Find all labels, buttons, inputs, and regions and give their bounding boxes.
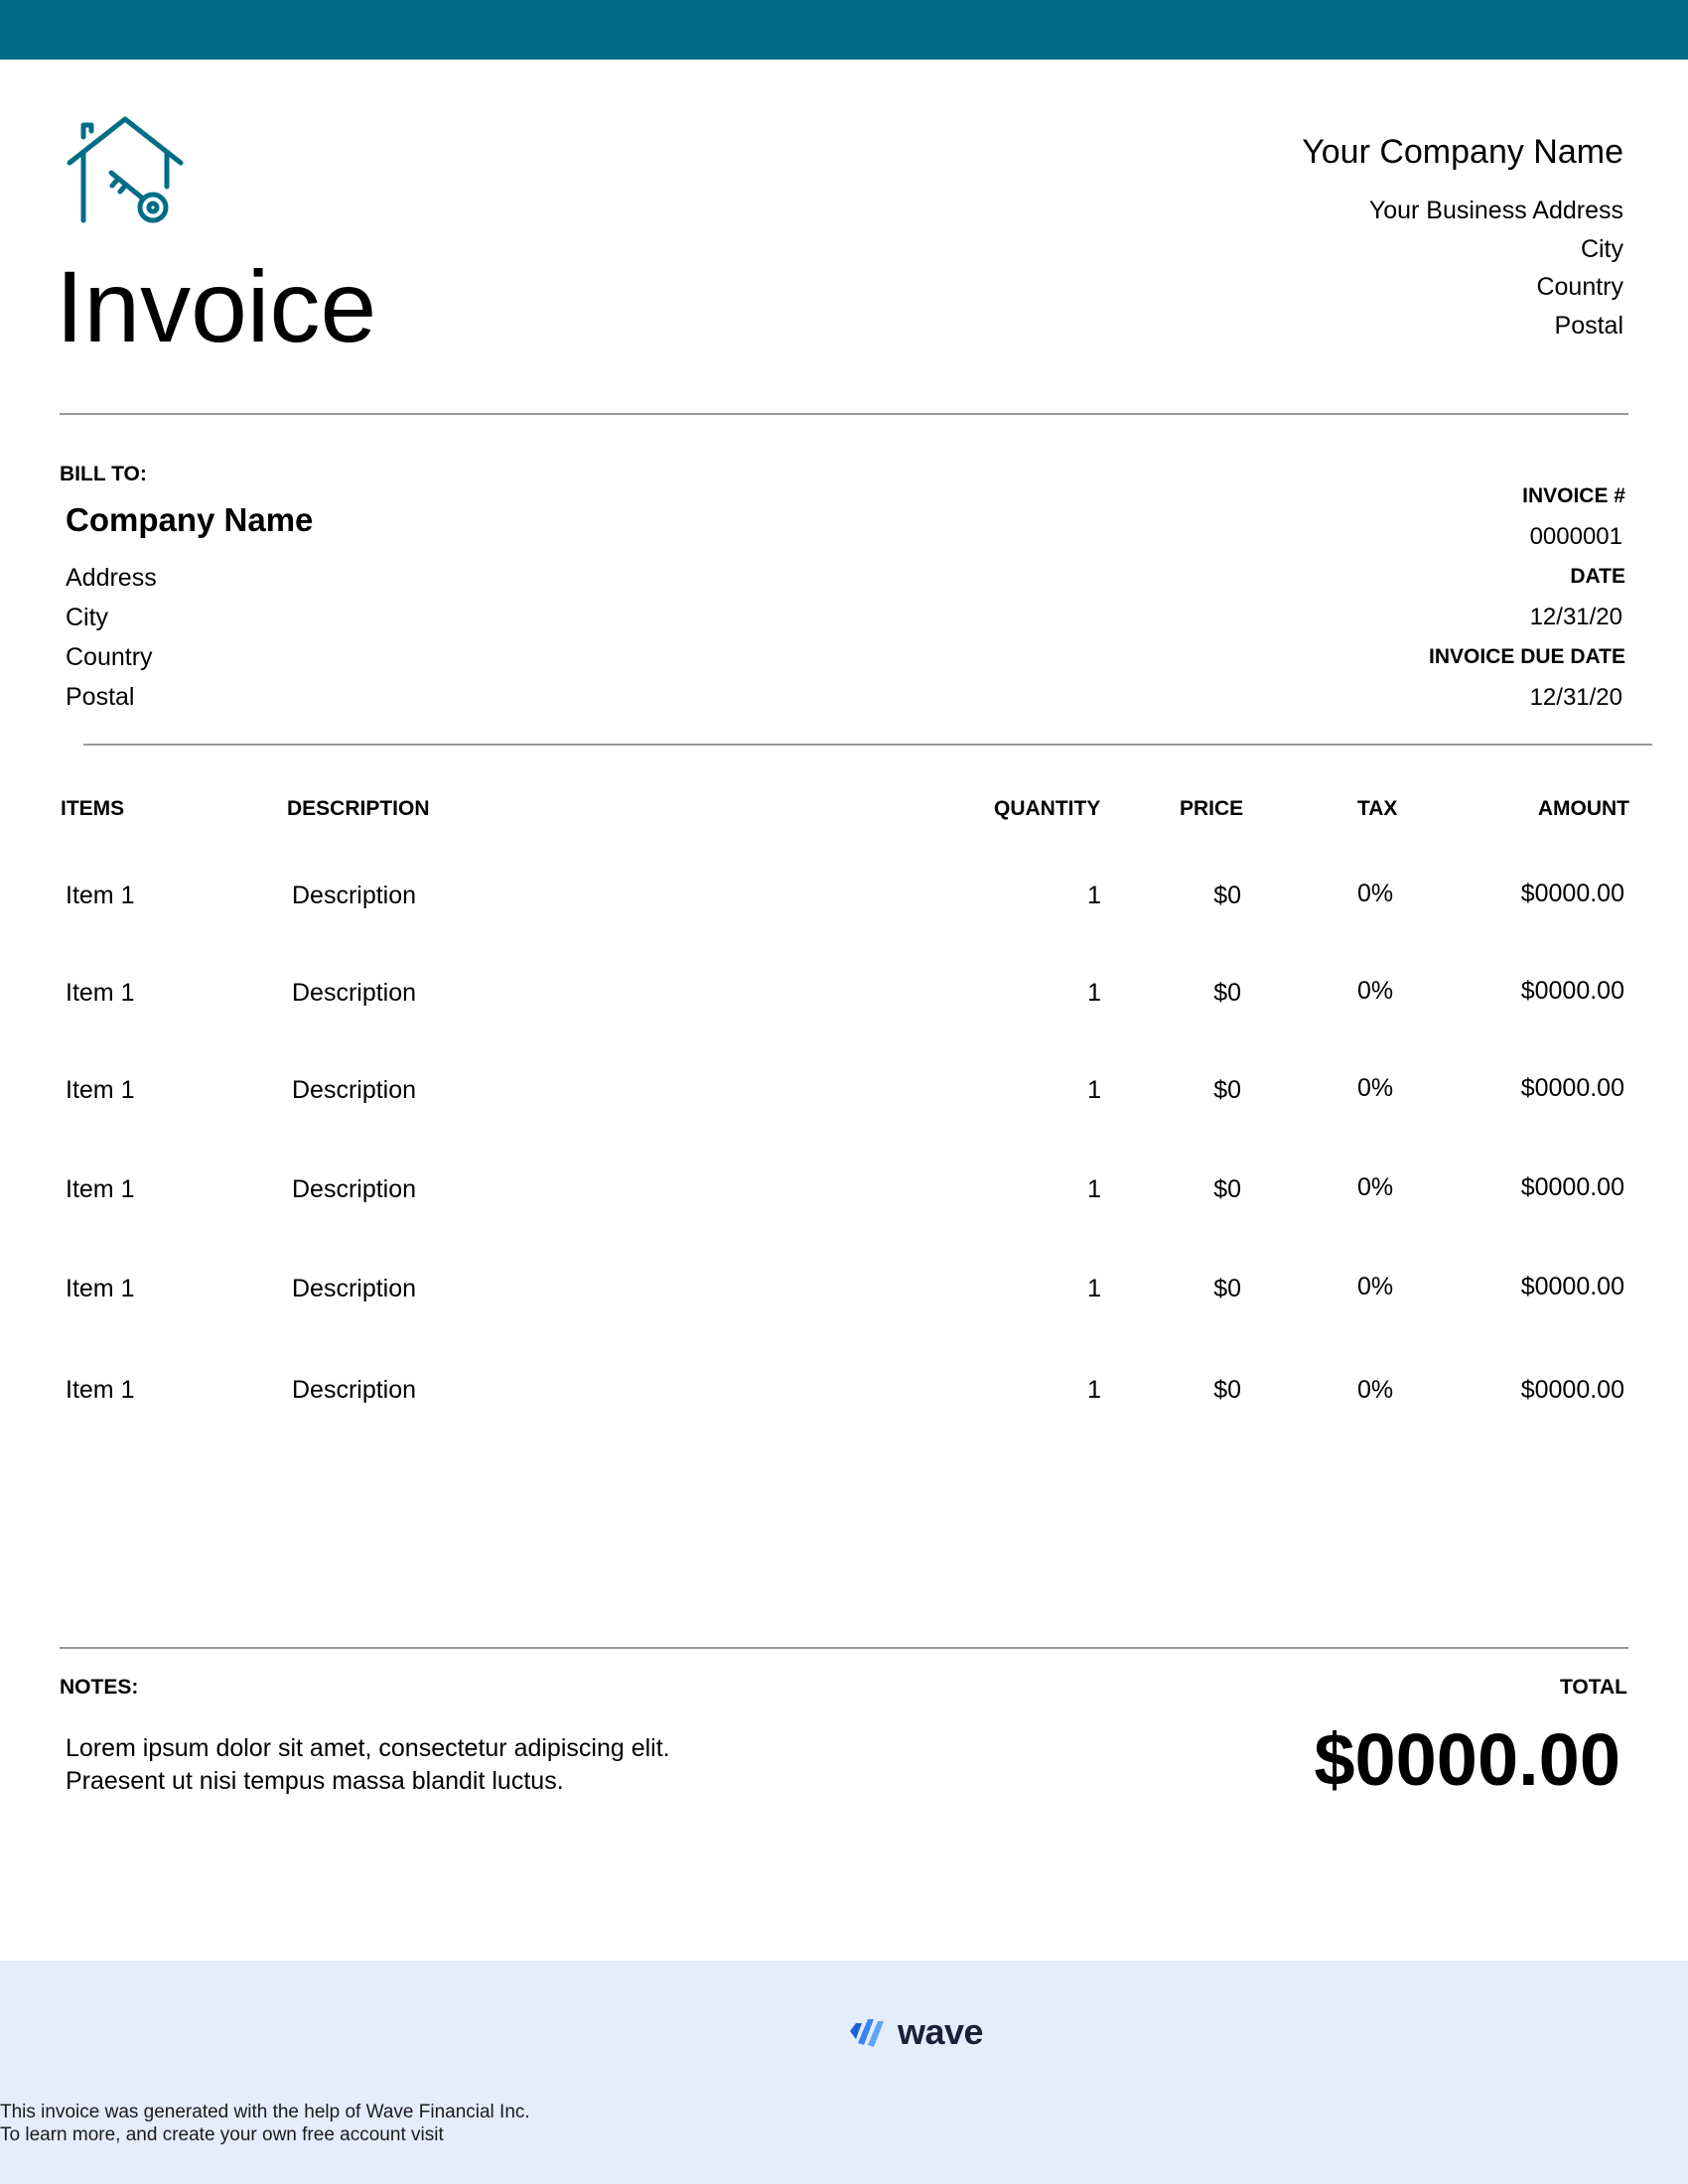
item-name: Item 1 bbox=[66, 1175, 135, 1203]
item-description: Description bbox=[292, 1376, 417, 1404]
invoice-title: Invoice bbox=[56, 250, 377, 363]
item-description: Description bbox=[292, 1275, 417, 1302]
item-tax: 0% bbox=[1357, 1173, 1394, 1201]
item-amount: $0000.00 bbox=[1520, 1074, 1624, 1102]
item-description: Description bbox=[292, 1175, 417, 1203]
item-description: Description bbox=[292, 1076, 417, 1104]
company-name: Your Company Name bbox=[1302, 133, 1623, 171]
item-quantity: 1 bbox=[1087, 882, 1101, 909]
item-price: $0 bbox=[1213, 1175, 1241, 1203]
bill-to-label: BILL TO: bbox=[60, 463, 147, 485]
total-label: TOTAL bbox=[1559, 1676, 1627, 1699]
item-quantity: 1 bbox=[1087, 1376, 1101, 1404]
notes-line: Praesent ut nisi tempus massa blandit luctus. bbox=[66, 1767, 564, 1795]
invoice-number-label: INVOICE # bbox=[1522, 484, 1625, 507]
bill-to-address bbox=[66, 558, 157, 717]
footer-text bbox=[0, 2101, 530, 2146]
footer-line: This invoice was generated with the help of Wave Financial Inc. bbox=[0, 2102, 530, 2122]
invoice-number: 0000001 bbox=[1529, 522, 1622, 550]
total-amount: $0000.00 bbox=[1314, 1718, 1620, 1801]
wave-brand: wave bbox=[898, 2011, 984, 2052]
header-quantity: QUANTITY bbox=[994, 797, 1101, 820]
company-postal: Postal bbox=[1554, 311, 1623, 340]
item-amount: $0000.00 bbox=[1520, 977, 1624, 1005]
item-tax: 0% bbox=[1357, 1074, 1394, 1102]
invoice-meta bbox=[1129, 477, 1625, 718]
house-key-icon bbox=[64, 115, 189, 226]
header-description: DESCRIPTION bbox=[287, 797, 430, 820]
item-description: Description bbox=[292, 882, 417, 909]
item-name: Item 1 bbox=[66, 1275, 135, 1302]
bill-to-country: Country bbox=[66, 643, 153, 671]
item-description: Description bbox=[292, 979, 417, 1007]
item-amount: $0000.00 bbox=[1520, 1273, 1624, 1300]
invoice-due-date: 12/31/20 bbox=[1529, 683, 1622, 711]
notes-line: Lorem ipsum dolor sit amet, consectetur adipiscing elit. bbox=[66, 1734, 670, 1762]
company-address-line: Your Business Address bbox=[1368, 197, 1623, 224]
item-name: Item 1 bbox=[66, 1076, 135, 1104]
wave-logo-icon bbox=[846, 2015, 888, 2049]
header-items: ITEMS bbox=[61, 797, 125, 820]
company-country: Country bbox=[1536, 273, 1623, 301]
notes-label: NOTES: bbox=[60, 1676, 139, 1699]
item-name: Item 1 bbox=[66, 979, 135, 1007]
item-price: $0 bbox=[1213, 1376, 1241, 1404]
header-accent-bar bbox=[0, 0, 1688, 60]
footer bbox=[0, 1961, 1688, 2184]
item-quantity: 1 bbox=[1087, 979, 1101, 1007]
header-tax: TAX bbox=[1357, 797, 1398, 820]
item-amount: $0000.00 bbox=[1520, 1376, 1624, 1404]
item-tax: 0% bbox=[1357, 880, 1394, 907]
totals-divider bbox=[60, 1647, 1628, 1649]
item-tax: 0% bbox=[1357, 1273, 1394, 1300]
due-date-label: INVOICE DUE DATE bbox=[1429, 645, 1625, 668]
company-info bbox=[928, 132, 1623, 344]
item-amount: $0000.00 bbox=[1520, 1173, 1624, 1201]
item-quantity: 1 bbox=[1087, 1175, 1101, 1203]
item-tax: 0% bbox=[1357, 977, 1394, 1005]
notes-text bbox=[66, 1732, 670, 1798]
bill-to-company-name: Company Name bbox=[66, 501, 314, 538]
item-quantity: 1 bbox=[1087, 1275, 1101, 1302]
header-price: PRICE bbox=[1180, 797, 1244, 820]
item-price: $0 bbox=[1213, 1275, 1241, 1302]
item-amount: $0000.00 bbox=[1520, 880, 1624, 907]
item-quantity: 1 bbox=[1087, 1076, 1101, 1104]
item-name: Item 1 bbox=[66, 882, 135, 909]
item-price: $0 bbox=[1213, 882, 1241, 909]
bill-to-address-line: Address bbox=[66, 564, 157, 592]
bill-to-city: City bbox=[66, 604, 109, 631]
footer-line: To learn more, and create your own free account visit bbox=[0, 2124, 444, 2145]
item-price: $0 bbox=[1213, 979, 1241, 1007]
billing-divider bbox=[83, 744, 1652, 746]
invoice-date: 12/31/20 bbox=[1529, 603, 1622, 630]
date-label: DATE bbox=[1570, 565, 1625, 588]
item-price: $0 bbox=[1213, 1076, 1241, 1104]
wave-logo bbox=[846, 2012, 983, 2052]
item-tax: 0% bbox=[1357, 1376, 1394, 1404]
bill-to-postal: Postal bbox=[66, 683, 135, 711]
header-amount: AMOUNT bbox=[1537, 797, 1629, 820]
header-divider bbox=[60, 413, 1628, 415]
company-city: City bbox=[1580, 234, 1623, 263]
item-name: Item 1 bbox=[66, 1376, 135, 1404]
